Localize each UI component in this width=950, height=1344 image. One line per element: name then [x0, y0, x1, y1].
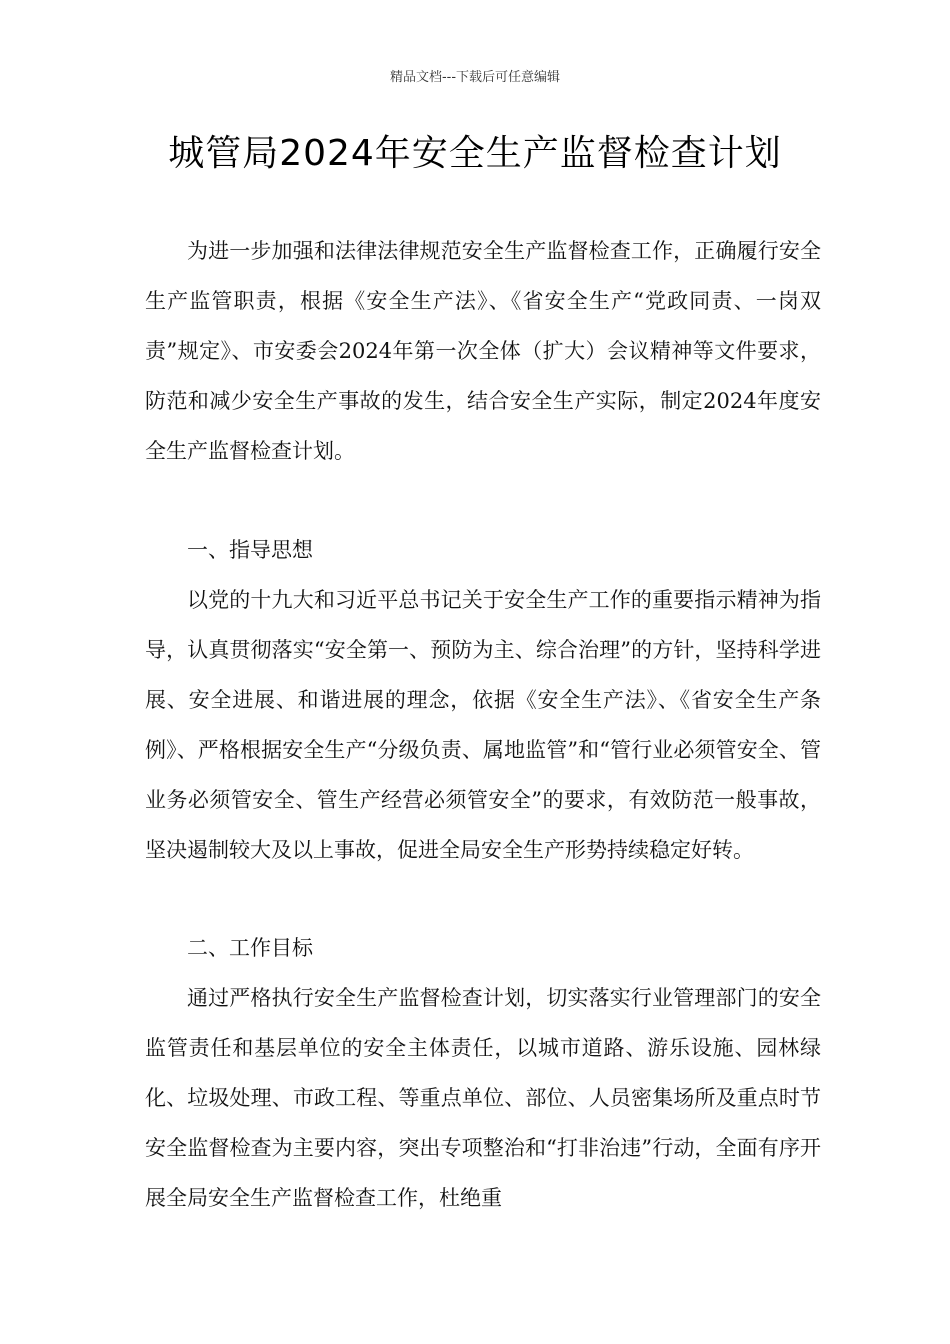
document-title: 城管局2024年安全生产监督检查计划 [168, 133, 782, 174]
intro-paragraph: 为进一步加强和法律法律规范安全生产监督检查工作，正确履行安全生产监管职责，根据《安全生产法》、《省安全生产“党政同责、一岗双责”规定》、市安委会2024年第一次全体（扩大）会议精神等文件要求，防范和减少安全生产事故的发生，结合安全生产实际，制定2024年度安全生产监督检查计划。 [145, 239, 821, 463]
section-heading-guiding-thought: 一、指导思想 [187, 538, 313, 562]
section-heading-work-goal: 二、工作目标 [187, 936, 313, 960]
section-body-work-goal: 通过严格执行安全生产监督检查计划，切实落实行业管理部门的安全监管责任和基层单位的安全主体责任，以城市道路、游乐设施、园林绿化、垃圾处理、市政工程、等重点单位、部位、人员密集场所及重点时节安全监督检查为主要内容，突出专项整治和“打非治违”行动，全面有序开展全局安全生产监督检查工作，杜绝重 [145, 986, 821, 1210]
document-header-note: 精品文档---下载后可任意编辑 [389, 70, 561, 85]
section-body-guiding-thought: 以党的十九大和习近平总书记关于安全生产工作的重要指示精神为指导，认真贯彻落实“安全第一、预防为主、综合治理”的方针，坚持科学进展、安全进展、和谐进展的理念，依据《安全生产法》、《省安全生产条例》、严格根据安全生产“分级负责、属地监管”和“管行业必须管安全、管业务必须管安全、管生产经营必须管安全”的要求，有效防范一般事故，坚决遏制较大及以上事故，促进全局安全生产形势持续稳定好转。 [145, 588, 821, 862]
